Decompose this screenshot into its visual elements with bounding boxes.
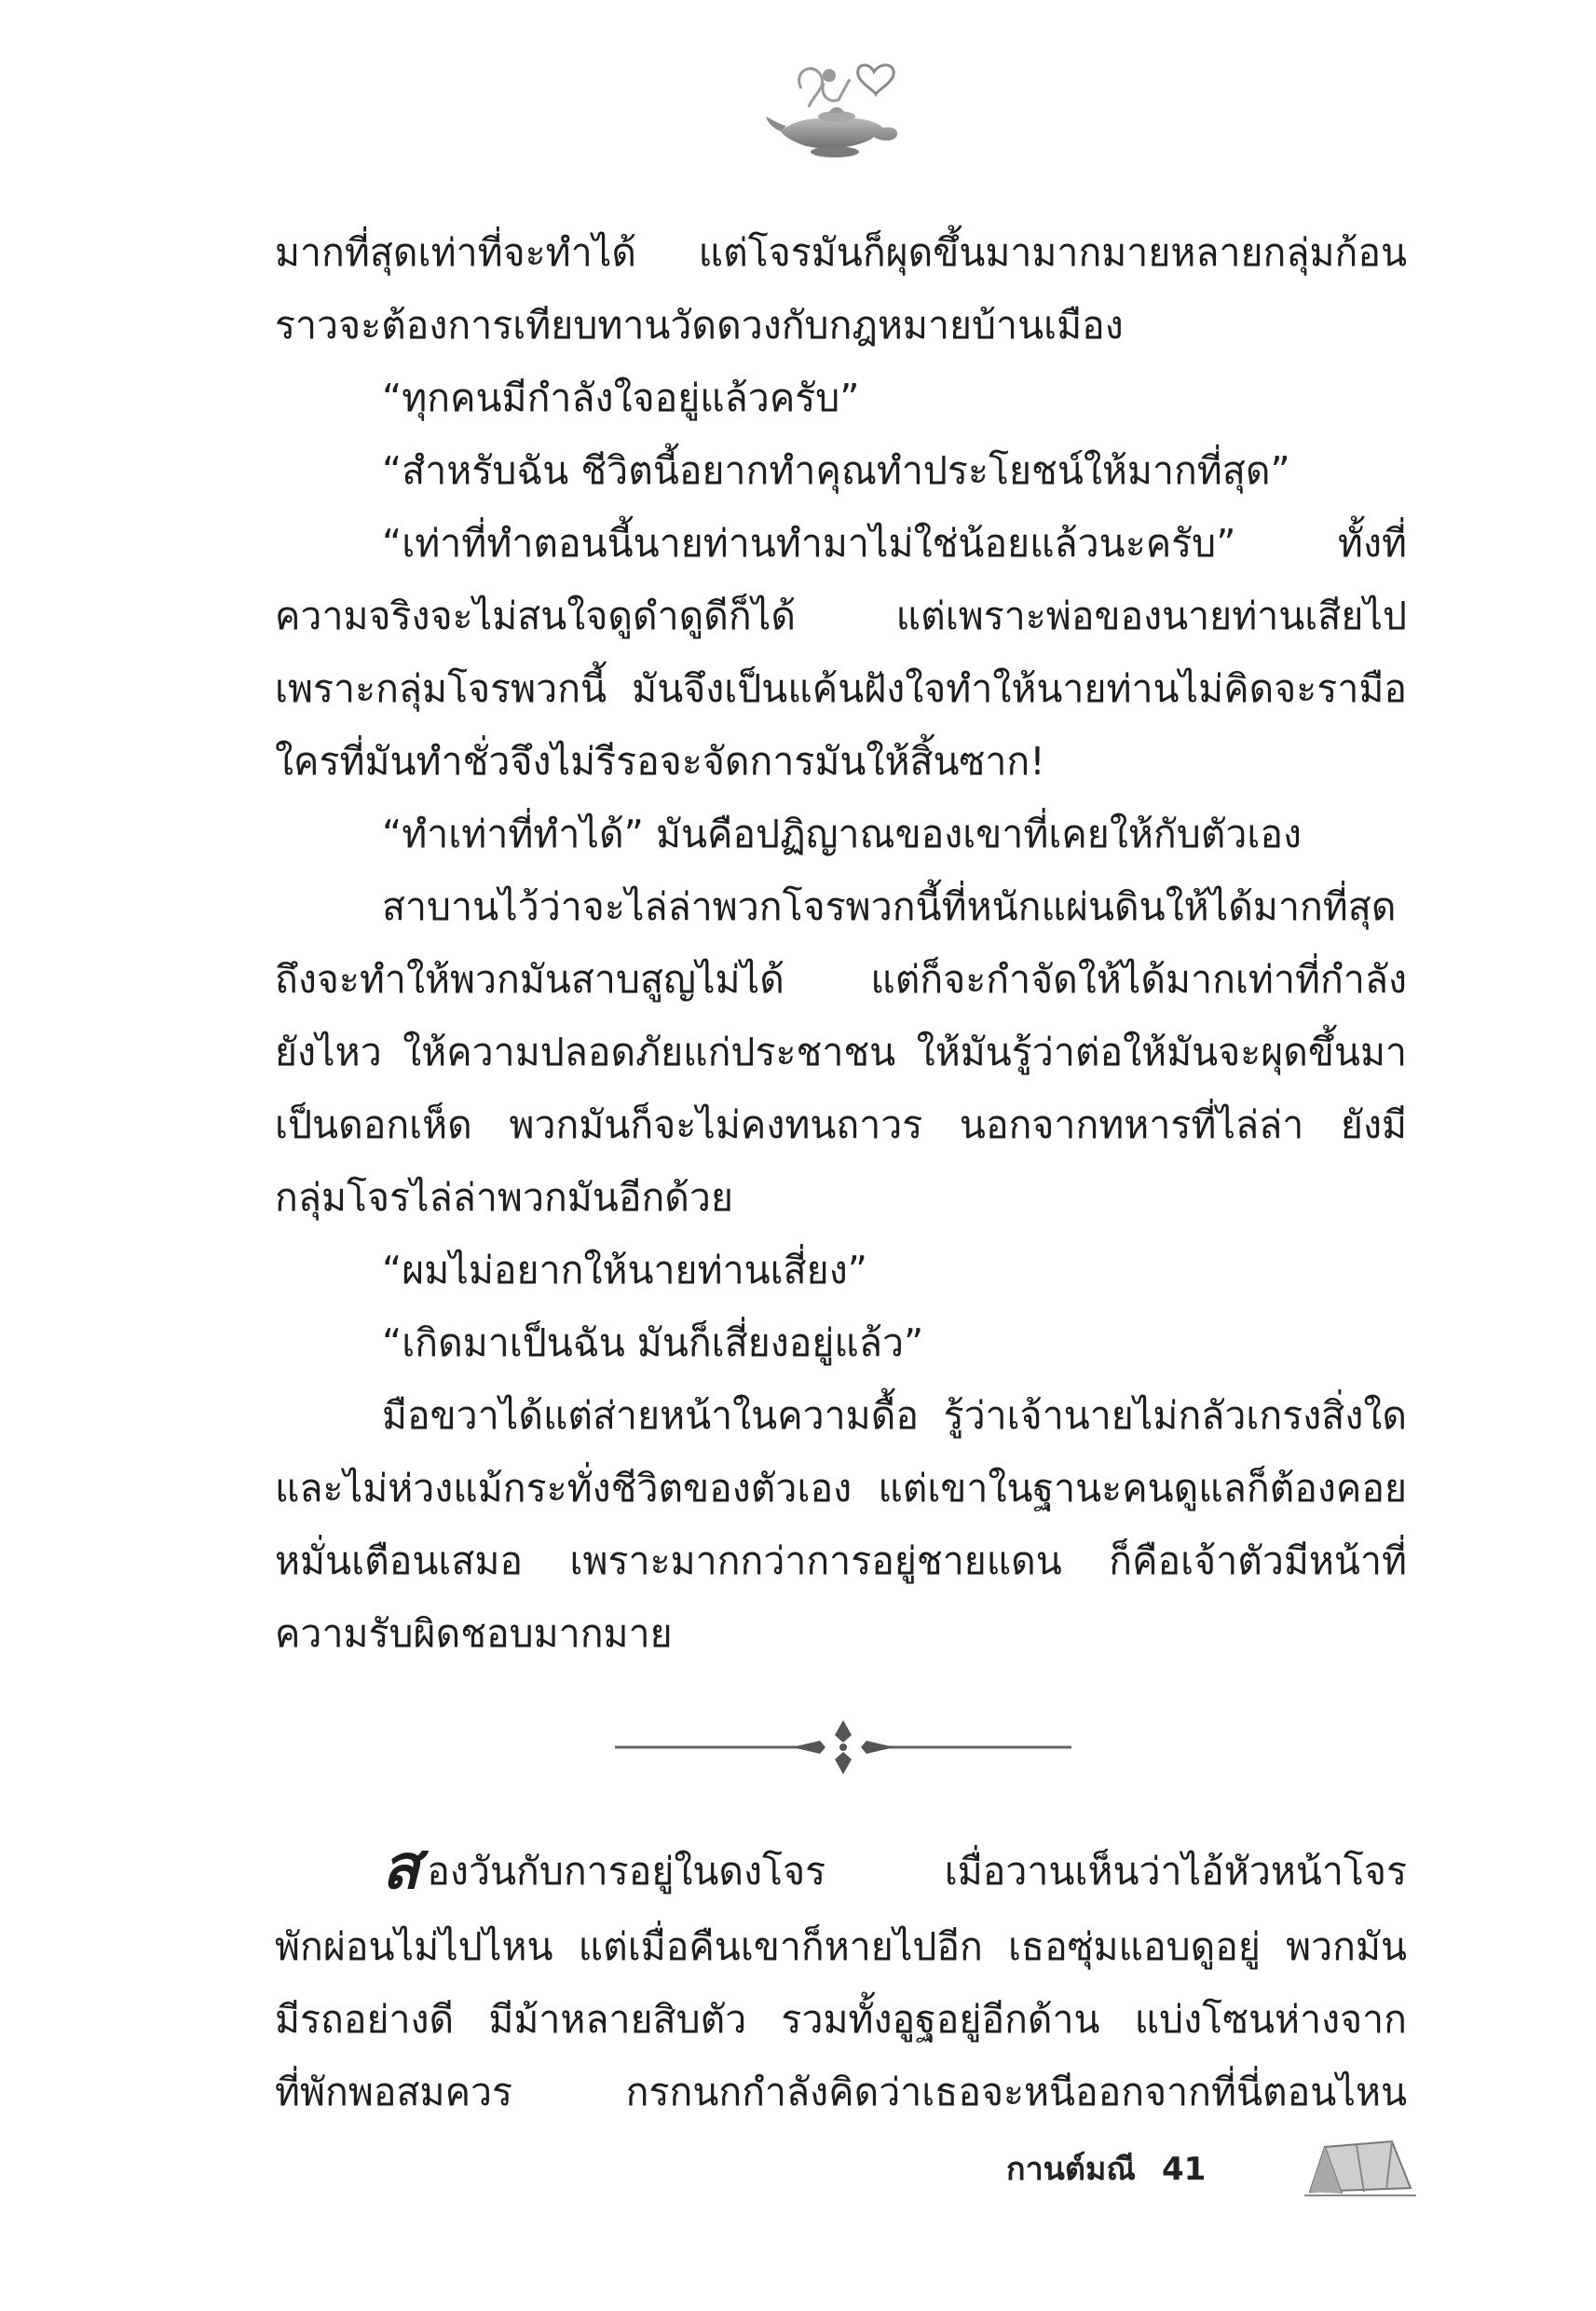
text-line: กลุ่มโจรไล่ล่าพวกมันอีกด้วย: [275, 1175, 733, 1220]
text-line: “เท่าที่ทำตอนนี้นายท่านทำมาไม่ใช่น้อยแล้วนะครับ” ทั้งที่: [382, 521, 1407, 566]
body-text-bottom: [275, 1832, 1407, 2128]
text-line: เพราะกลุ่มโจรพวกนี้ มันจึงเป็นแค้นฝังใจทำให้นายท่านไม่คิดจะรามือ: [275, 666, 1407, 711]
text-line: และไม่ห่วงแม้กระทั่งชีวิตของตัวเอง แต่เขาในฐานะคนดูแลก็ต้องคอย: [275, 1466, 1407, 1511]
book-title: กานต์มณี: [1006, 2151, 1136, 2188]
text-line: ราวจะต้องการเทียบทานวัดดวงกับกฎหมายบ้านเมือง: [275, 303, 1124, 348]
body-text-top: [275, 216, 1407, 1670]
text-line: ยังไหว ให้ความปลอดภัยแก่ประชาชน ให้มันรู้ว่าต่อให้มันจะผุดขึ้นมา: [275, 1030, 1407, 1074]
text-line: พักผ่อนไม่ไปไหน แต่เมื่อคืนเขาก็หายไปอีก เธอซุ่มแอบดูอยู่ พวกมัน: [275, 1924, 1407, 1969]
dropcap: ส: [382, 1832, 420, 1903]
text-line: หมั่นเตือนเสมอ เพราะมากกว่าการอยู่ชายแดน ก็คือเจ้าตัวมีหน้าที่: [275, 1538, 1407, 1583]
text-line: เป็นดอกเห็ด พวกมันก็จะไม่คงทนถาวร นอกจากทหารที่ไล่ล่า ยังมี: [275, 1102, 1407, 1147]
text-line: ถึงจะทำให้พวกมันสาบสูญไม่ได้ แต่ก็จะกำจัดให้ได้มากเท่าที่กำลัง: [275, 957, 1407, 1002]
text-line: “เกิดมาเป็นฉัน มันก็เสี่ยงอยู่แล้ว”: [382, 1320, 924, 1365]
text-line: ความจริงจะไม่สนใจดูดำดูดีก็ได้ แต่เพราะพ่อของนายท่านเสียไป: [275, 594, 1407, 638]
page-footer: [1006, 2141, 1206, 2197]
text-line: มือขวาได้แต่ส่ายหน้าในความดื้อ รู้ว่าเจ้านายไม่กลัวเกรงสิ่งใด: [382, 1393, 1407, 1438]
text-line: “สำหรับฉัน ชีวิตนี้อยากทำคุณทำประโยชน์ให้มากที่สุด”: [382, 448, 1290, 493]
text-line: “ผมไม่อยากให้นายท่านเสี่ยง”: [382, 1248, 867, 1292]
text-line: สาบานไว้ว่าจะไล่ล่าพวกโจรพวกนี้ที่หนักแผ่นดินให้ได้มากที่สุด: [382, 884, 1397, 929]
text-line: มากที่สุดเท่าที่จะทำได้ แต่โจรมันก็ผุดขึ้นมามากมายหลายกลุ่มก้อน: [275, 230, 1407, 275]
text-line: “ทุกคนมีกำลังใจอยู่แล้วครับ”: [382, 376, 860, 420]
text-line: ใครที่มันทำชั่วจึงไม่รีรอจะจัดการมันให้สิ้นซาก!: [275, 739, 1045, 784]
lamp-with-heart-icon: [764, 51, 904, 163]
text-span: องวันกับการอยู่ในดงโจร เมื่อวานเห็นว่าไอ้หัวหน้าโจร: [427, 1849, 1407, 1894]
tent-icon: [1304, 2134, 1416, 2201]
page-number: 41: [1161, 2151, 1207, 2188]
text-line: ที่พักพอสมควร กรกนกกำลังคิดว่าเธอจะหนีออกจากที่นี่ตอนไหน: [275, 2070, 1407, 2114]
text-line: ความรับผิดชอบมากมาย: [275, 1611, 673, 1656]
text-line-with-dropcap: [275, 1832, 1407, 1910]
ornamental-divider: [615, 1715, 1071, 1780]
text-line: “ทำเท่าที่ทำได้” มันคือปฏิญาณของเขาที่เคยให้กับตัวเอง: [382, 812, 1303, 856]
text-line: มีรถอย่างดี มีม้าหลายสิบตัว รวมทั้งอูฐอยู่อีกด้าน แบ่งโซนห่างจาก: [275, 1997, 1407, 2042]
